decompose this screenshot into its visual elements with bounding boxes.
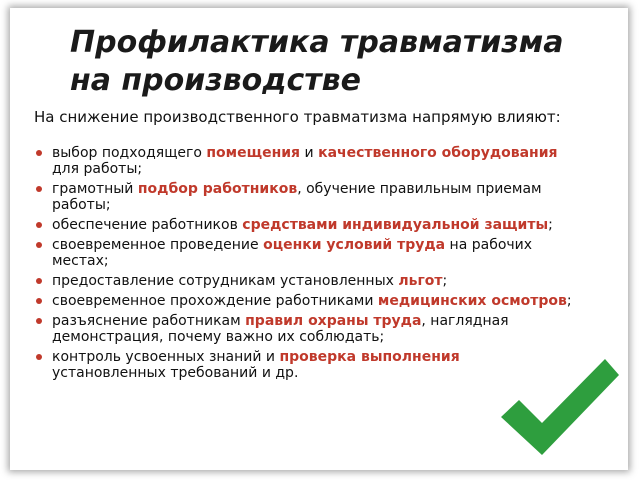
- highlight: качественного оборудования: [318, 145, 558, 161]
- bullet-dot: [36, 278, 42, 284]
- bullet-dot: [36, 354, 42, 360]
- highlight: льгот: [398, 273, 443, 289]
- list-item: своевременное проведение оценки условий труда на рабочих местах;: [32, 237, 572, 269]
- highlight: подбор работников: [137, 181, 298, 197]
- highlight: оценки условий труда: [263, 237, 446, 253]
- highlight: помещения: [206, 145, 301, 161]
- checkmark-icon: [495, 355, 625, 460]
- measures-list: [32, 145, 572, 385]
- list-item: выбор подходящего помещения и качественного оборудования для работы;: [32, 145, 572, 177]
- bullet-dot: [36, 242, 42, 248]
- slide-title: [70, 24, 610, 100]
- list-item: грамотный подбор работников, обучение правильным приемам работы;: [32, 181, 572, 213]
- bullet-dot: [36, 186, 42, 192]
- highlight: медицинских осмотров: [377, 293, 567, 309]
- title-line-1: Профилактика травматизма: [70, 25, 564, 60]
- list-item: контроль усвоенных знаний и проверка выполнения установленных требований и др.: [32, 349, 572, 381]
- list-item: разъяснение работникам правил охраны труда, наглядная демонстрация, почему важно их соблюдать;: [32, 313, 572, 345]
- bullet-dot: [36, 222, 42, 228]
- bullet-dot: [36, 150, 42, 156]
- list-item: предоставление сотрудникам установленных льгот;: [32, 273, 572, 289]
- title-line-2: на производстве: [70, 63, 362, 98]
- bullet-dot: [36, 318, 42, 324]
- list-item: обеспечение работников средствами индивидуальной защиты;: [32, 217, 572, 233]
- highlight: проверка выполнения: [279, 349, 460, 365]
- highlight: правил охраны труда: [245, 313, 422, 329]
- list-item: своевременное прохождение работниками медицинских осмотров;: [32, 293, 572, 309]
- intro-text: На снижение производственного травматизма напрямую влияют:: [34, 108, 561, 126]
- highlight: средствами индивидуальной защиты: [242, 217, 549, 233]
- bullet-dot: [36, 298, 42, 304]
